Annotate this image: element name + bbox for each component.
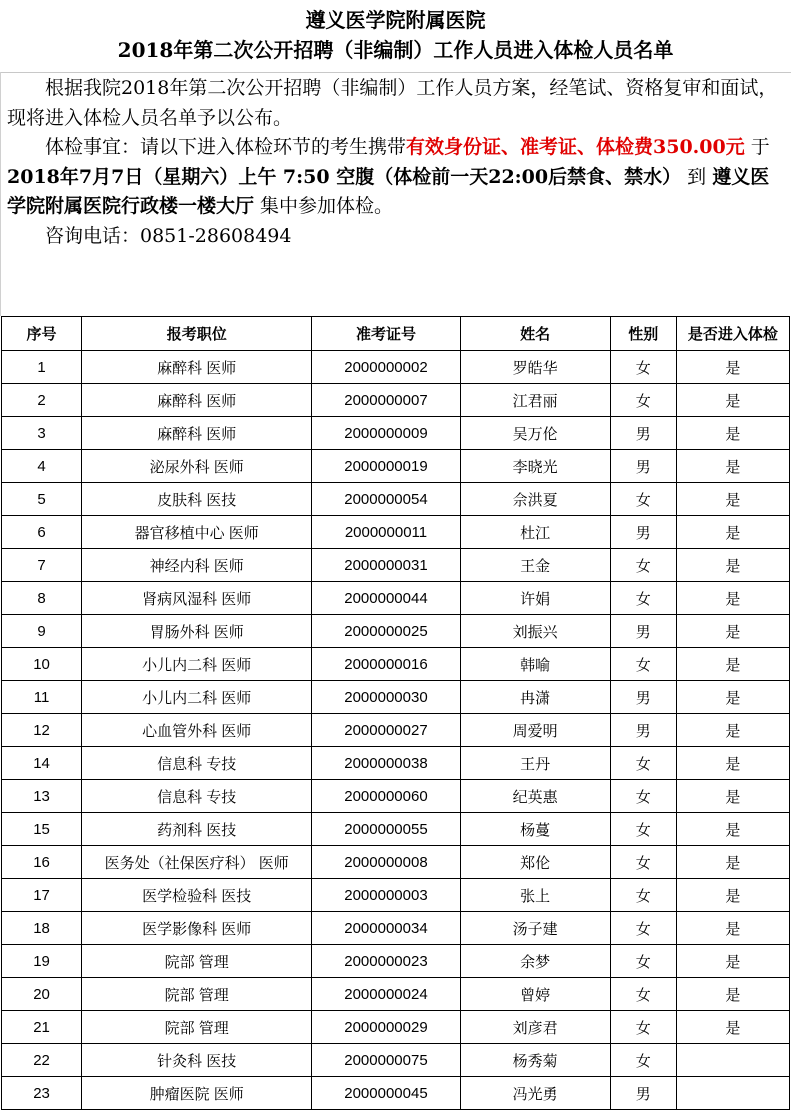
table-row [2,450,790,483]
cell-exam-id: 2000000011 [312,516,460,549]
cell-position: 麻醉科 医师 [82,417,312,450]
cell-exam-id: 2000000024 [312,978,460,1011]
table-row [2,912,790,945]
cell-exam-id: 2000000008 [312,846,460,879]
cell-exam-id: 2000000002 [312,351,460,384]
cell-gender: 女 [610,351,676,384]
table-row [2,945,790,978]
cell-enter-exam: 是 [676,516,789,549]
header-enter-exam: 是否进入体检 [676,317,789,351]
cell-seq: 20 [2,978,82,1011]
cell-name: 韩喻 [460,648,610,681]
table-row [2,582,790,615]
cell-enter-exam: 是 [676,813,789,846]
cell-name: 李晓光 [460,450,610,483]
cell-position: 医务处（社保医疗科） 医师 [82,846,312,879]
table-row [2,417,790,450]
cell-gender: 女 [610,978,676,1011]
table-row [2,483,790,516]
cell-position: 泌尿外科 医师 [82,450,312,483]
notice-text [7,74,787,251]
cell-seq: 9 [2,615,82,648]
cell-name: 王丹 [460,747,610,780]
cell-gender: 女 [610,483,676,516]
cell-seq: 15 [2,813,82,846]
cell-gender: 男 [610,417,676,450]
cell-enter-exam: 是 [676,648,789,681]
cell-exam-id: 2000000034 [312,912,460,945]
cell-name: 杨蔓 [460,813,610,846]
cell-position: 医学影像科 医师 [82,912,312,945]
cell-enter-exam: 是 [676,879,789,912]
exam-closing-text: 集中参加体检。 [254,195,394,217]
cell-name: 汤子建 [460,912,610,945]
cell-gender: 男 [610,516,676,549]
cell-position: 麻醉科 医师 [82,351,312,384]
cell-gender: 男 [610,714,676,747]
table-row [2,780,790,813]
cell-gender: 男 [610,450,676,483]
cell-exam-id: 2000000023 [312,945,460,978]
cell-exam-id: 2000000007 [312,384,460,417]
cell-enter-exam: 是 [676,351,789,384]
cell-seq: 22 [2,1044,82,1077]
cell-exam-id: 2000000019 [312,450,460,483]
cell-gender: 女 [610,813,676,846]
cell-position: 医学检验科 医技 [82,879,312,912]
cell-enter-exam: 是 [676,582,789,615]
cell-name: 郑伦 [460,846,610,879]
cell-seq: 11 [2,681,82,714]
table-row [2,615,790,648]
cell-exam-id: 2000000030 [312,681,460,714]
cell-position: 信息科 专技 [82,747,312,780]
cell-exam-id: 2000000009 [312,417,460,450]
header-seq: 序号 [2,317,82,351]
cell-position: 院部 管理 [82,945,312,978]
cell-seq: 3 [2,417,82,450]
cell-exam-id: 2000000027 [312,714,460,747]
hospital-title: 遵义医学院附属医院 [305,8,486,32]
cell-position: 麻醉科 医师 [82,384,312,417]
candidate-table [1,316,790,1110]
required-items: 有效身份证、准考证、体检费350.00元 [406,136,745,158]
cell-seq: 4 [2,450,82,483]
cell-name: 许娟 [460,582,610,615]
exam-time: 2018年7月7日（星期六）上午 7:50 空腹（体检前一天22:00后禁食、禁水） [7,165,682,188]
cell-enter-exam: 是 [676,450,789,483]
cell-position: 院部 管理 [82,1011,312,1044]
cell-seq: 7 [2,549,82,582]
cell-name: 罗皓华 [460,351,610,384]
cell-gender: 女 [610,945,676,978]
cell-gender: 女 [610,582,676,615]
cell-seq: 17 [2,879,82,912]
cell-position: 药剂科 医技 [82,813,312,846]
cell-exam-id: 2000000045 [312,1077,460,1110]
notice-paragraph-intro: 根据我院2018年第二次公开招聘（非编制）工作人员方案，经笔试、资格复审和面试，现将进入体检人员名单予以公布。 [7,77,778,129]
cell-position: 院部 管理 [82,978,312,1011]
cell-name: 纪英惠 [460,780,610,813]
cell-position: 针灸科 医技 [82,1044,312,1077]
table-row [2,351,790,384]
cell-gender: 女 [610,1044,676,1077]
cell-position: 胃肠外科 医师 [82,615,312,648]
cell-name: 冉潇 [460,681,610,714]
cell-seq: 16 [2,846,82,879]
table-row [2,879,790,912]
connector-text: 于 [744,136,770,158]
cell-enter-exam: 是 [676,417,789,450]
cell-position: 皮肤科 医技 [82,483,312,516]
cell-exam-id: 2000000075 [312,1044,460,1077]
cell-position: 器官移植中心 医师 [82,516,312,549]
cell-gender: 女 [610,912,676,945]
cell-gender: 男 [610,615,676,648]
cell-seq: 6 [2,516,82,549]
cell-position: 神经内科 医师 [82,549,312,582]
cell-gender: 女 [610,879,676,912]
cell-name: 王金 [460,549,610,582]
cell-name: 张上 [460,879,610,912]
cell-seq: 14 [2,747,82,780]
cell-name: 吴万伦 [460,417,610,450]
cell-enter-exam: 是 [676,549,789,582]
cell-exam-id: 2000000029 [312,1011,460,1044]
cell-gender: 男 [610,681,676,714]
cell-exam-id: 2000000031 [312,549,460,582]
cell-position: 小儿内二科 医师 [82,681,312,714]
document-header [0,0,791,73]
cell-name: 周爱明 [460,714,610,747]
cell-enter-exam: 是 [676,483,789,516]
cell-name: 余梦 [460,945,610,978]
cell-name: 刘彦君 [460,1011,610,1044]
exam-intro-text: 体检事宜：请以下进入体检环节的考生携带 [45,136,407,158]
notice-paragraph-exam [7,133,787,222]
cell-seq: 13 [2,780,82,813]
cell-seq: 19 [2,945,82,978]
cell-name: 杨秀菊 [460,1044,610,1077]
connector-text: 到 [681,165,713,188]
cell-seq: 23 [2,1077,82,1110]
cell-gender: 女 [610,846,676,879]
cell-seq: 2 [2,384,82,417]
table-row [2,384,790,417]
cell-seq: 5 [2,483,82,516]
cell-seq: 8 [2,582,82,615]
table-row [2,681,790,714]
table-row [2,549,790,582]
cell-gender: 女 [610,549,676,582]
cell-exam-id: 2000000055 [312,813,460,846]
cell-enter-exam: 是 [676,912,789,945]
cell-enter-exam: 是 [676,1011,789,1044]
table-row [2,747,790,780]
cell-enter-exam: 是 [676,681,789,714]
cell-seq: 12 [2,714,82,747]
cell-name: 杜江 [460,516,610,549]
table-row [2,978,790,1011]
cell-name: 江君丽 [460,384,610,417]
cell-gender: 女 [610,747,676,780]
notice-section [0,72,791,316]
cell-seq: 10 [2,648,82,681]
table-row [2,1044,790,1077]
cell-exam-id: 2000000060 [312,780,460,813]
cell-position: 肿瘤医院 医师 [82,1077,312,1110]
cell-enter-exam: 是 [676,714,789,747]
cell-position: 心血管外科 医师 [82,714,312,747]
cell-exam-id: 2000000003 [312,879,460,912]
cell-gender: 女 [610,1011,676,1044]
table-row [2,846,790,879]
cell-gender: 女 [610,384,676,417]
cell-position: 小儿内二科 医师 [82,648,312,681]
cell-exam-id: 2000000025 [312,615,460,648]
cell-enter-exam [676,1044,789,1077]
cell-seq: 1 [2,351,82,384]
cell-enter-exam: 是 [676,978,789,1011]
list-title: 2018年第二次公开招聘（非编制）工作人员进入体检人员名单 [117,38,674,62]
header-name: 姓名 [460,317,610,351]
header-position: 报考职位 [82,317,312,351]
header-gender: 性别 [610,317,676,351]
cell-gender: 男 [610,1077,676,1110]
cell-enter-exam: 是 [676,747,789,780]
table-header-row [2,317,790,351]
cell-enter-exam: 是 [676,615,789,648]
cell-position: 肾病风湿科 医师 [82,582,312,615]
cell-exam-id: 2000000016 [312,648,460,681]
exam-location: 遵义医学院附属医院行政楼一楼大厅 [7,165,770,217]
cell-enter-exam: 是 [676,780,789,813]
cell-name: 曾婷 [460,978,610,1011]
cell-name: 冯光勇 [460,1077,610,1110]
cell-position: 信息科 专技 [82,780,312,813]
cell-gender: 女 [610,780,676,813]
cell-exam-id: 2000000038 [312,747,460,780]
cell-enter-exam: 是 [676,384,789,417]
cell-gender: 女 [610,648,676,681]
cell-name: 佘洪夏 [460,483,610,516]
cell-enter-exam [676,1077,789,1110]
table-row [2,1077,790,1110]
contact-phone: 咨询电话：0851-28608494 [45,224,292,247]
cell-seq: 21 [2,1011,82,1044]
cell-seq: 18 [2,912,82,945]
table-row [2,516,790,549]
cell-exam-id: 2000000054 [312,483,460,516]
table-row [2,648,790,681]
header-exam-id: 准考证号 [312,317,460,351]
cell-enter-exam: 是 [676,945,789,978]
cell-exam-id: 2000000044 [312,582,460,615]
cell-enter-exam: 是 [676,846,789,879]
table-row [2,1011,790,1044]
cell-name: 刘振兴 [460,615,610,648]
table-row [2,714,790,747]
table-row [2,813,790,846]
